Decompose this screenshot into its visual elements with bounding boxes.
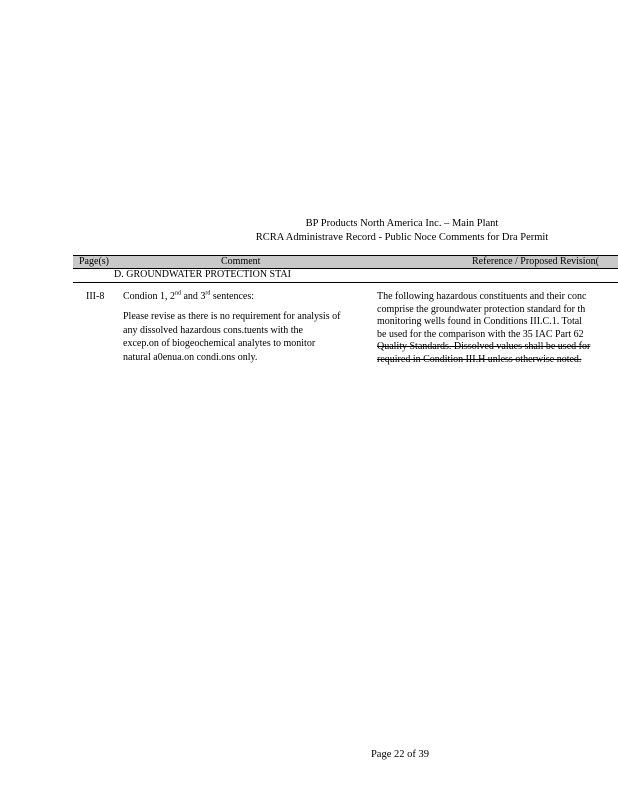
comment-intro-prefix: Condion 1, 2: [123, 291, 175, 302]
reference-line: The following hazardous constituents and their conc: [377, 291, 587, 302]
comment-intro-sup-nd: nd: [174, 290, 181, 297]
column-header-page: Page(s): [79, 256, 109, 267]
reference-line: be used for the comparison with the 35 IAC Part 62: [377, 328, 584, 340]
header-record-title: RCRA Administrave Record - Public Noce Comments for Dra Permit: [255, 232, 549, 243]
reference-line: monitoring wells found in Conditions III.C.1. Total: [377, 316, 582, 327]
header-company: BP Products North America Inc. – Main Plant: [305, 218, 499, 229]
column-header-reference: Reference / Proposed Revision(: [472, 256, 599, 267]
comment-intro-middle: and 3: [180, 291, 206, 302]
comment-intro-suffix: sentences:: [210, 291, 254, 302]
comment-line: Please revise as there is no requirement for analysis of: [123, 311, 341, 322]
comment-body: [123, 310, 383, 364]
comment-intro: [123, 291, 254, 302]
reference-revision: [377, 291, 618, 366]
reference-struck-line: Quality Standards. Dissolved values shall be used for: [377, 341, 591, 352]
section-title-row: [73, 268, 618, 283]
reference-line: comprise the groundwater protection standard for th: [377, 303, 586, 315]
comment-line: excep.on of biogeochemical analytes to monitor: [123, 338, 316, 349]
comment-line: any dissolved hazardous cons.tuents with the: [123, 324, 303, 336]
comment-intro-sup-rd: rd: [205, 290, 211, 297]
page-number-footer: Page 22 of 39: [370, 749, 430, 760]
reference-struck-line: required in Condition III.H unless otherwise noted.: [377, 353, 582, 365]
comment-line: natural a0enua.on condi.ons only.: [123, 351, 258, 363]
row-page-number: III-8: [86, 291, 105, 302]
table-header-row: [73, 255, 618, 269]
section-title: D. GROUNDWATER PROTECTION STAI: [114, 269, 291, 280]
column-header-comment: Comment: [221, 256, 261, 267]
